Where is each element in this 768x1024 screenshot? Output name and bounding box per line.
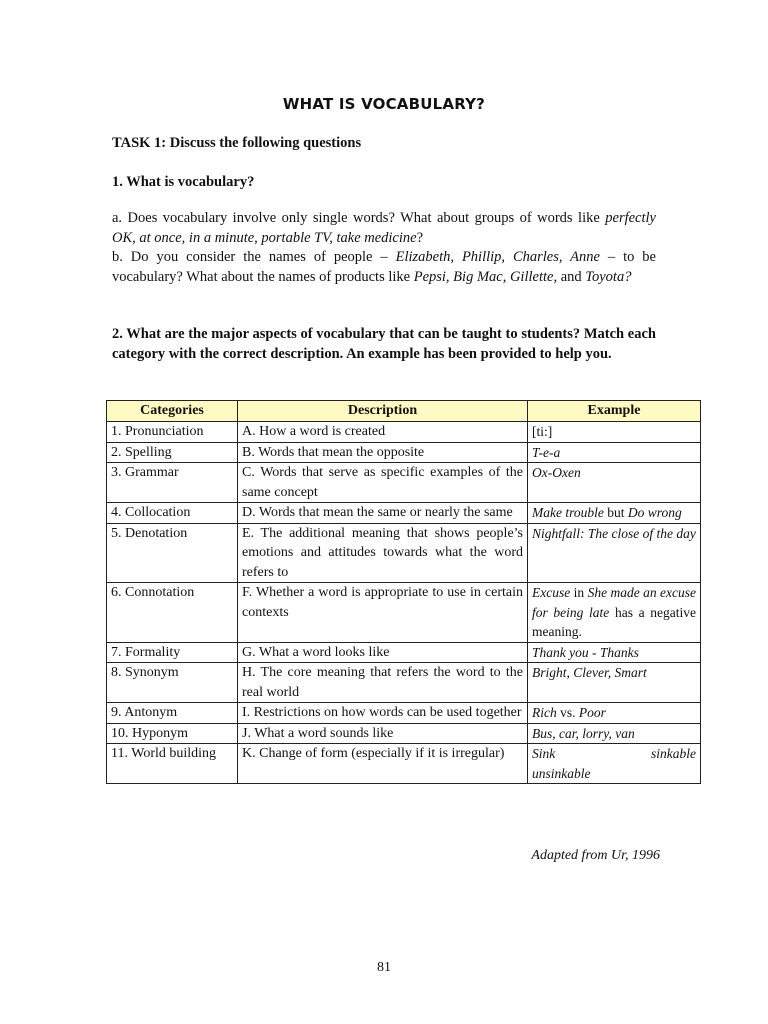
example-connector: vs. xyxy=(556,705,579,720)
example-connector: has a negative meaning. xyxy=(532,604,696,639)
example-cell: Bus, car, lorry, van xyxy=(528,723,701,744)
example-part: Excuse xyxy=(532,585,571,600)
example-part: Poor xyxy=(578,705,606,720)
description-cell: E. The additional meaning that shows people’s emotions and attitudes towards what the word refers to xyxy=(238,523,528,583)
example-part: She made an excuse for being late xyxy=(532,585,696,620)
para-a-text-1: a. Does vocabulary involve only single words? What about groups of words like xyxy=(112,210,606,226)
para-b-text-2: – to be vocabulary? What about the names of products like xyxy=(112,249,656,285)
category-cell: 10. Hyponym xyxy=(107,723,238,744)
description-cell: K. Change of form (especially if it is irregular) xyxy=(238,744,528,784)
table-row xyxy=(107,523,701,583)
header-example: Example xyxy=(528,401,701,422)
category-cell: 9. Antonym xyxy=(107,703,238,724)
example-cell xyxy=(528,703,701,724)
table-row xyxy=(107,642,701,663)
example-cell: Ox-Oxen xyxy=(528,463,701,503)
category-cell: 11. World building xyxy=(107,744,238,784)
category-cell: 6. Connotation xyxy=(107,583,238,643)
para-b-text-3: and xyxy=(557,268,586,285)
example-cell: Thank you - Thanks xyxy=(528,642,701,663)
table-row xyxy=(107,583,701,643)
description-cell: J. What a word sounds like xyxy=(238,723,528,744)
example-cell: Sink sinkable unsinkable xyxy=(528,744,701,784)
header-categories: Categories xyxy=(107,401,238,422)
page-number: 81 xyxy=(377,960,391,975)
question-1: 1. What is vocabulary? xyxy=(112,174,255,190)
table-row xyxy=(107,463,701,503)
table-row xyxy=(107,503,701,524)
example-cell xyxy=(528,503,701,524)
vocabulary-table xyxy=(106,400,701,784)
example-connector: but xyxy=(603,505,628,520)
example-text: [ti:] xyxy=(532,424,553,439)
table-row xyxy=(107,703,701,724)
para-a-examples: perfectly OK, at once, in a minute, portable TV, take medicine xyxy=(112,210,656,246)
description-cell: B. Words that mean the opposite xyxy=(238,442,528,463)
description-cell: A. How a word is created xyxy=(238,422,528,443)
example-cell: Bright, Clever, Smart xyxy=(528,663,701,703)
example-part: Do wrong xyxy=(627,505,682,520)
header-description: Description xyxy=(238,401,528,422)
para-b-text-1: b. Do you consider the names of people – xyxy=(112,249,396,265)
description-cell: G. What a word looks like xyxy=(238,642,528,663)
source-citation: Adapted from Ur, 1996 xyxy=(531,848,660,863)
example-cell xyxy=(528,422,701,443)
category-cell: 7. Formality xyxy=(107,642,238,663)
para-b-product-last: Toyota? xyxy=(585,268,632,285)
para-a-text-2: ? xyxy=(416,229,424,246)
category-cell: 3. Grammar xyxy=(107,463,238,503)
description-cell: I. Restrictions on how words can be used together xyxy=(238,703,528,724)
page-title: WHAT IS VOCABULARY? xyxy=(282,95,486,113)
table-row xyxy=(107,723,701,744)
category-cell: 1. Pronunciation xyxy=(107,422,238,443)
description-cell: F. Whether a word is appropriate to use in certain contexts xyxy=(238,583,528,643)
example-part: Make trouble xyxy=(532,505,604,520)
example-cell: Nightfall: The close of the day xyxy=(528,523,701,583)
category-cell: 8. Synonym xyxy=(107,663,238,703)
table-row xyxy=(107,442,701,463)
table-header-row xyxy=(107,401,701,422)
example-cell: T-e-a xyxy=(528,442,701,463)
description-cell: C. Words that serve as specific examples of the same concept xyxy=(238,463,528,503)
description-cell: H. The core meaning that refers the word to the real world xyxy=(238,663,528,703)
example-cell xyxy=(528,583,701,643)
example-part: Rich xyxy=(532,705,557,720)
question-1-paragraph xyxy=(112,209,656,287)
category-cell: 5. Denotation xyxy=(107,523,238,583)
question-2: 2. What are the major aspects of vocabulary that can be taught to students? Match each category with the correct description. An example has been provided to help you. xyxy=(112,326,656,362)
example-connector: in xyxy=(570,585,588,600)
table-row xyxy=(107,744,701,784)
table-row xyxy=(107,663,701,703)
description-cell: D. Words that mean the same or nearly the same xyxy=(238,503,528,524)
category-cell: 2. Spelling xyxy=(107,442,238,463)
category-cell: 4. Collocation xyxy=(107,503,238,524)
para-b-names: Elizabeth, Phillip, Charles, Anne xyxy=(395,249,600,265)
task-heading: TASK 1: Discuss the following questions xyxy=(112,135,362,151)
table-row xyxy=(107,422,701,443)
para-b-products: Pepsi, Big Mac, Gillette, xyxy=(413,268,558,285)
